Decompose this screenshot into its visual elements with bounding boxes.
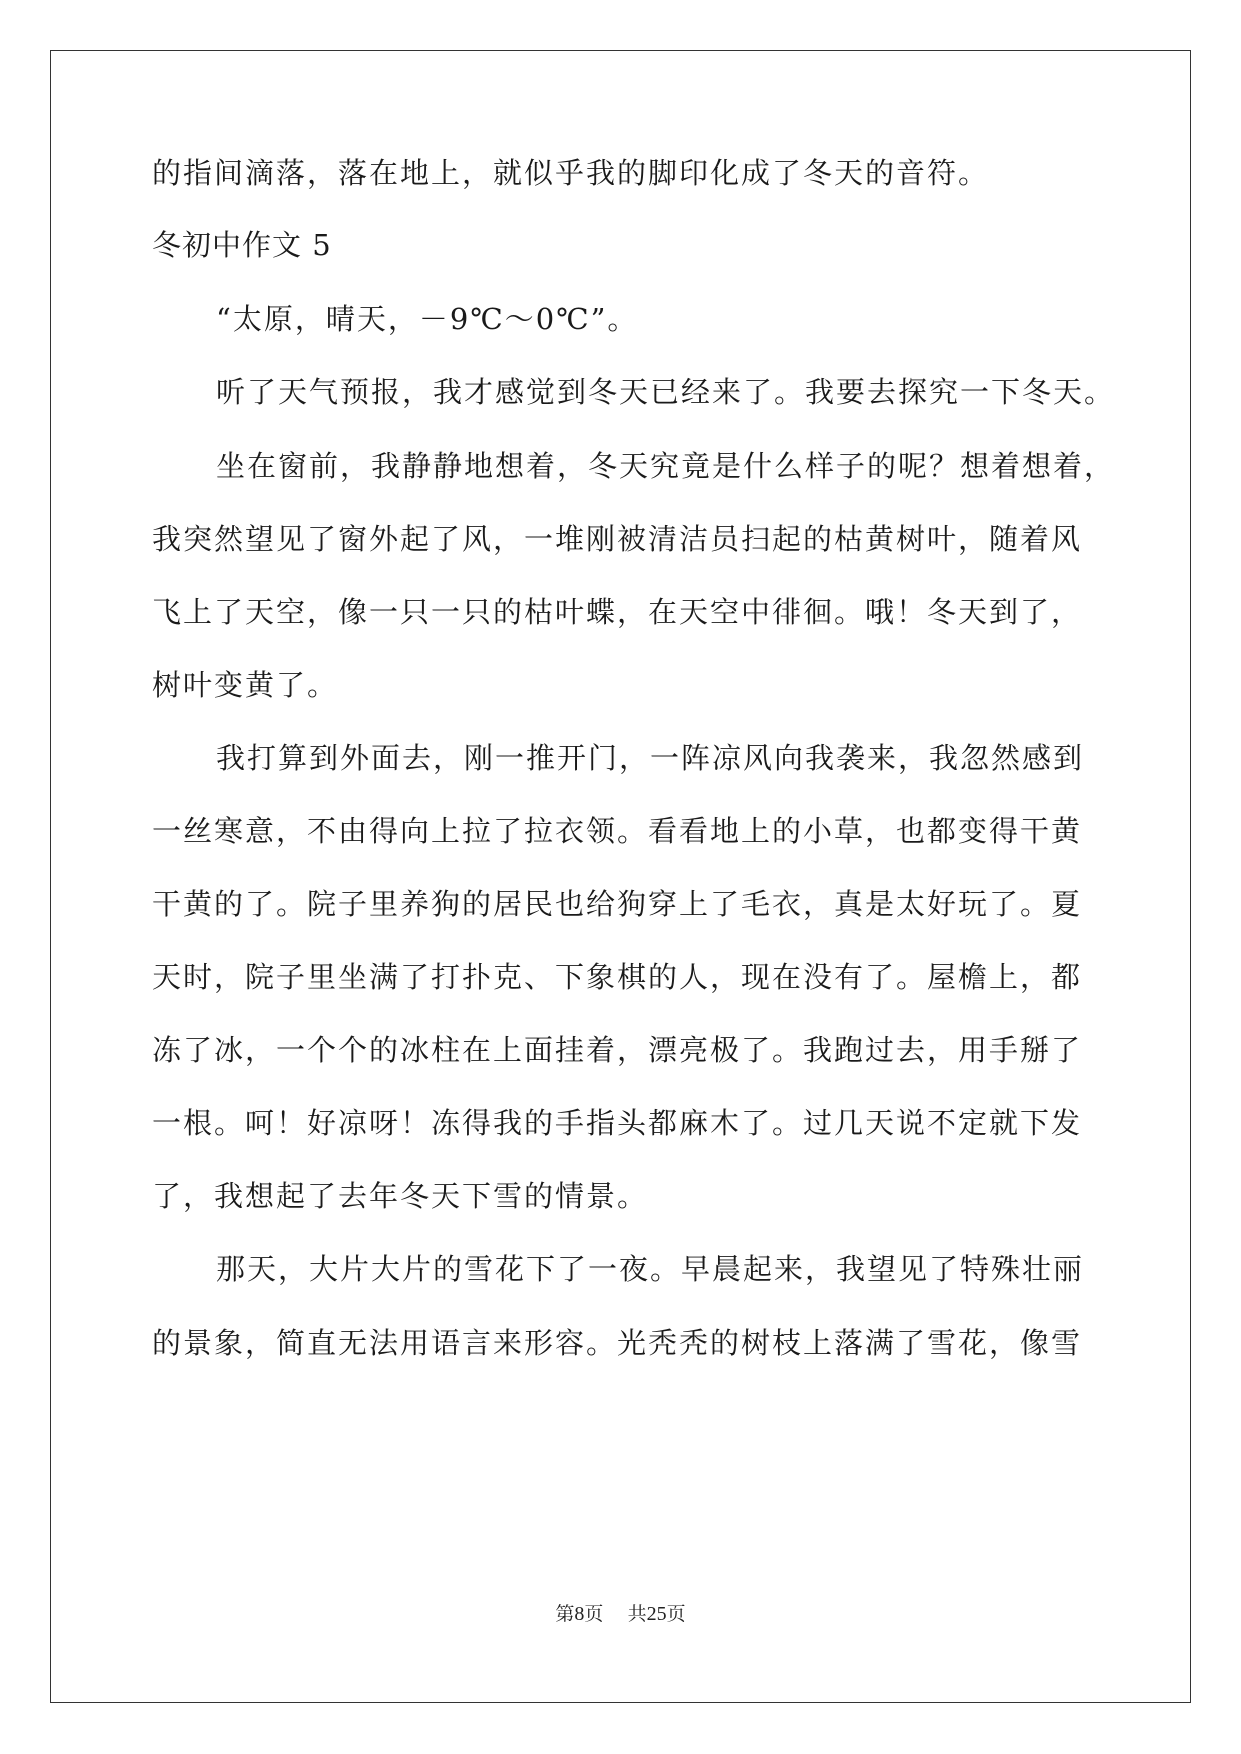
section-heading: 冬初中作文 5 (152, 228, 332, 262)
text-line: 的景象，简直无法用语言来形容。光秃秃的树枝上落满了雪花，像雪 (152, 1326, 1083, 1360)
total-prefix: 共 (627, 1603, 647, 1625)
text-line: 冻了冰，一个个的冰柱在上面挂着，漂亮极了。我跑过去，用手掰了 (152, 1033, 1083, 1067)
text-line: 一丝寒意，不由得向上拉了拉衣领。看看地上的小草，也都变得干黄 (152, 814, 1083, 848)
text-line: 树叶变黄了。 (152, 668, 339, 702)
page-prefix: 第 (555, 1603, 575, 1625)
text-line: 一根。呵！好凉呀！冻得我的手指头都麻木了。过几天说不定就下发 (152, 1106, 1083, 1140)
page-footer (0, 1602, 1241, 1626)
text-line: 飞上了天空，像一只一只的枯叶蝶，在天空中徘徊。哦！冬天到了， (152, 595, 1083, 629)
paragraph-first-line: “太原，晴天，－9℃～0℃”。 (216, 302, 639, 336)
text-line: 了，我想起了去年冬天下雪的情景。 (152, 1179, 649, 1213)
paragraph-first-line: 那天，大片大片的雪花下了一夜。早晨起来，我望见了特殊壮丽 (216, 1252, 1085, 1286)
paragraph-first-line: 听了天气预报，我才感觉到冬天已经来了。我要去探究一下冬天。 (216, 375, 1116, 409)
text-line: 的指间滴落，落在地上，就似乎我的脚印化成了冬天的音符。 (152, 156, 990, 190)
page-number: 8 (574, 1603, 585, 1625)
page-suffix: 页 (584, 1603, 604, 1625)
paragraph-first-line: 坐在窗前，我静静地想着，冬天究竟是什么样子的呢？想着想着， (216, 449, 1116, 483)
total-pages: 25 (646, 1603, 667, 1625)
page-border (50, 50, 1191, 1703)
text-line: 我突然望见了窗外起了风，一堆刚被清洁员扫起的枯黄树叶，随着风 (152, 522, 1083, 556)
paragraph-first-line: 我打算到外面去，刚一推开门，一阵凉风向我袭来，我忽然感到 (216, 741, 1085, 775)
text-line: 干黄的了。院子里养狗的居民也给狗穿上了毛衣，真是太好玩了。夏 (152, 887, 1083, 921)
total-suffix: 页 (666, 1603, 686, 1625)
text-line: 天时，院子里坐满了打扑克、下象棋的人，现在没有了。屋檐上，都 (152, 960, 1083, 994)
